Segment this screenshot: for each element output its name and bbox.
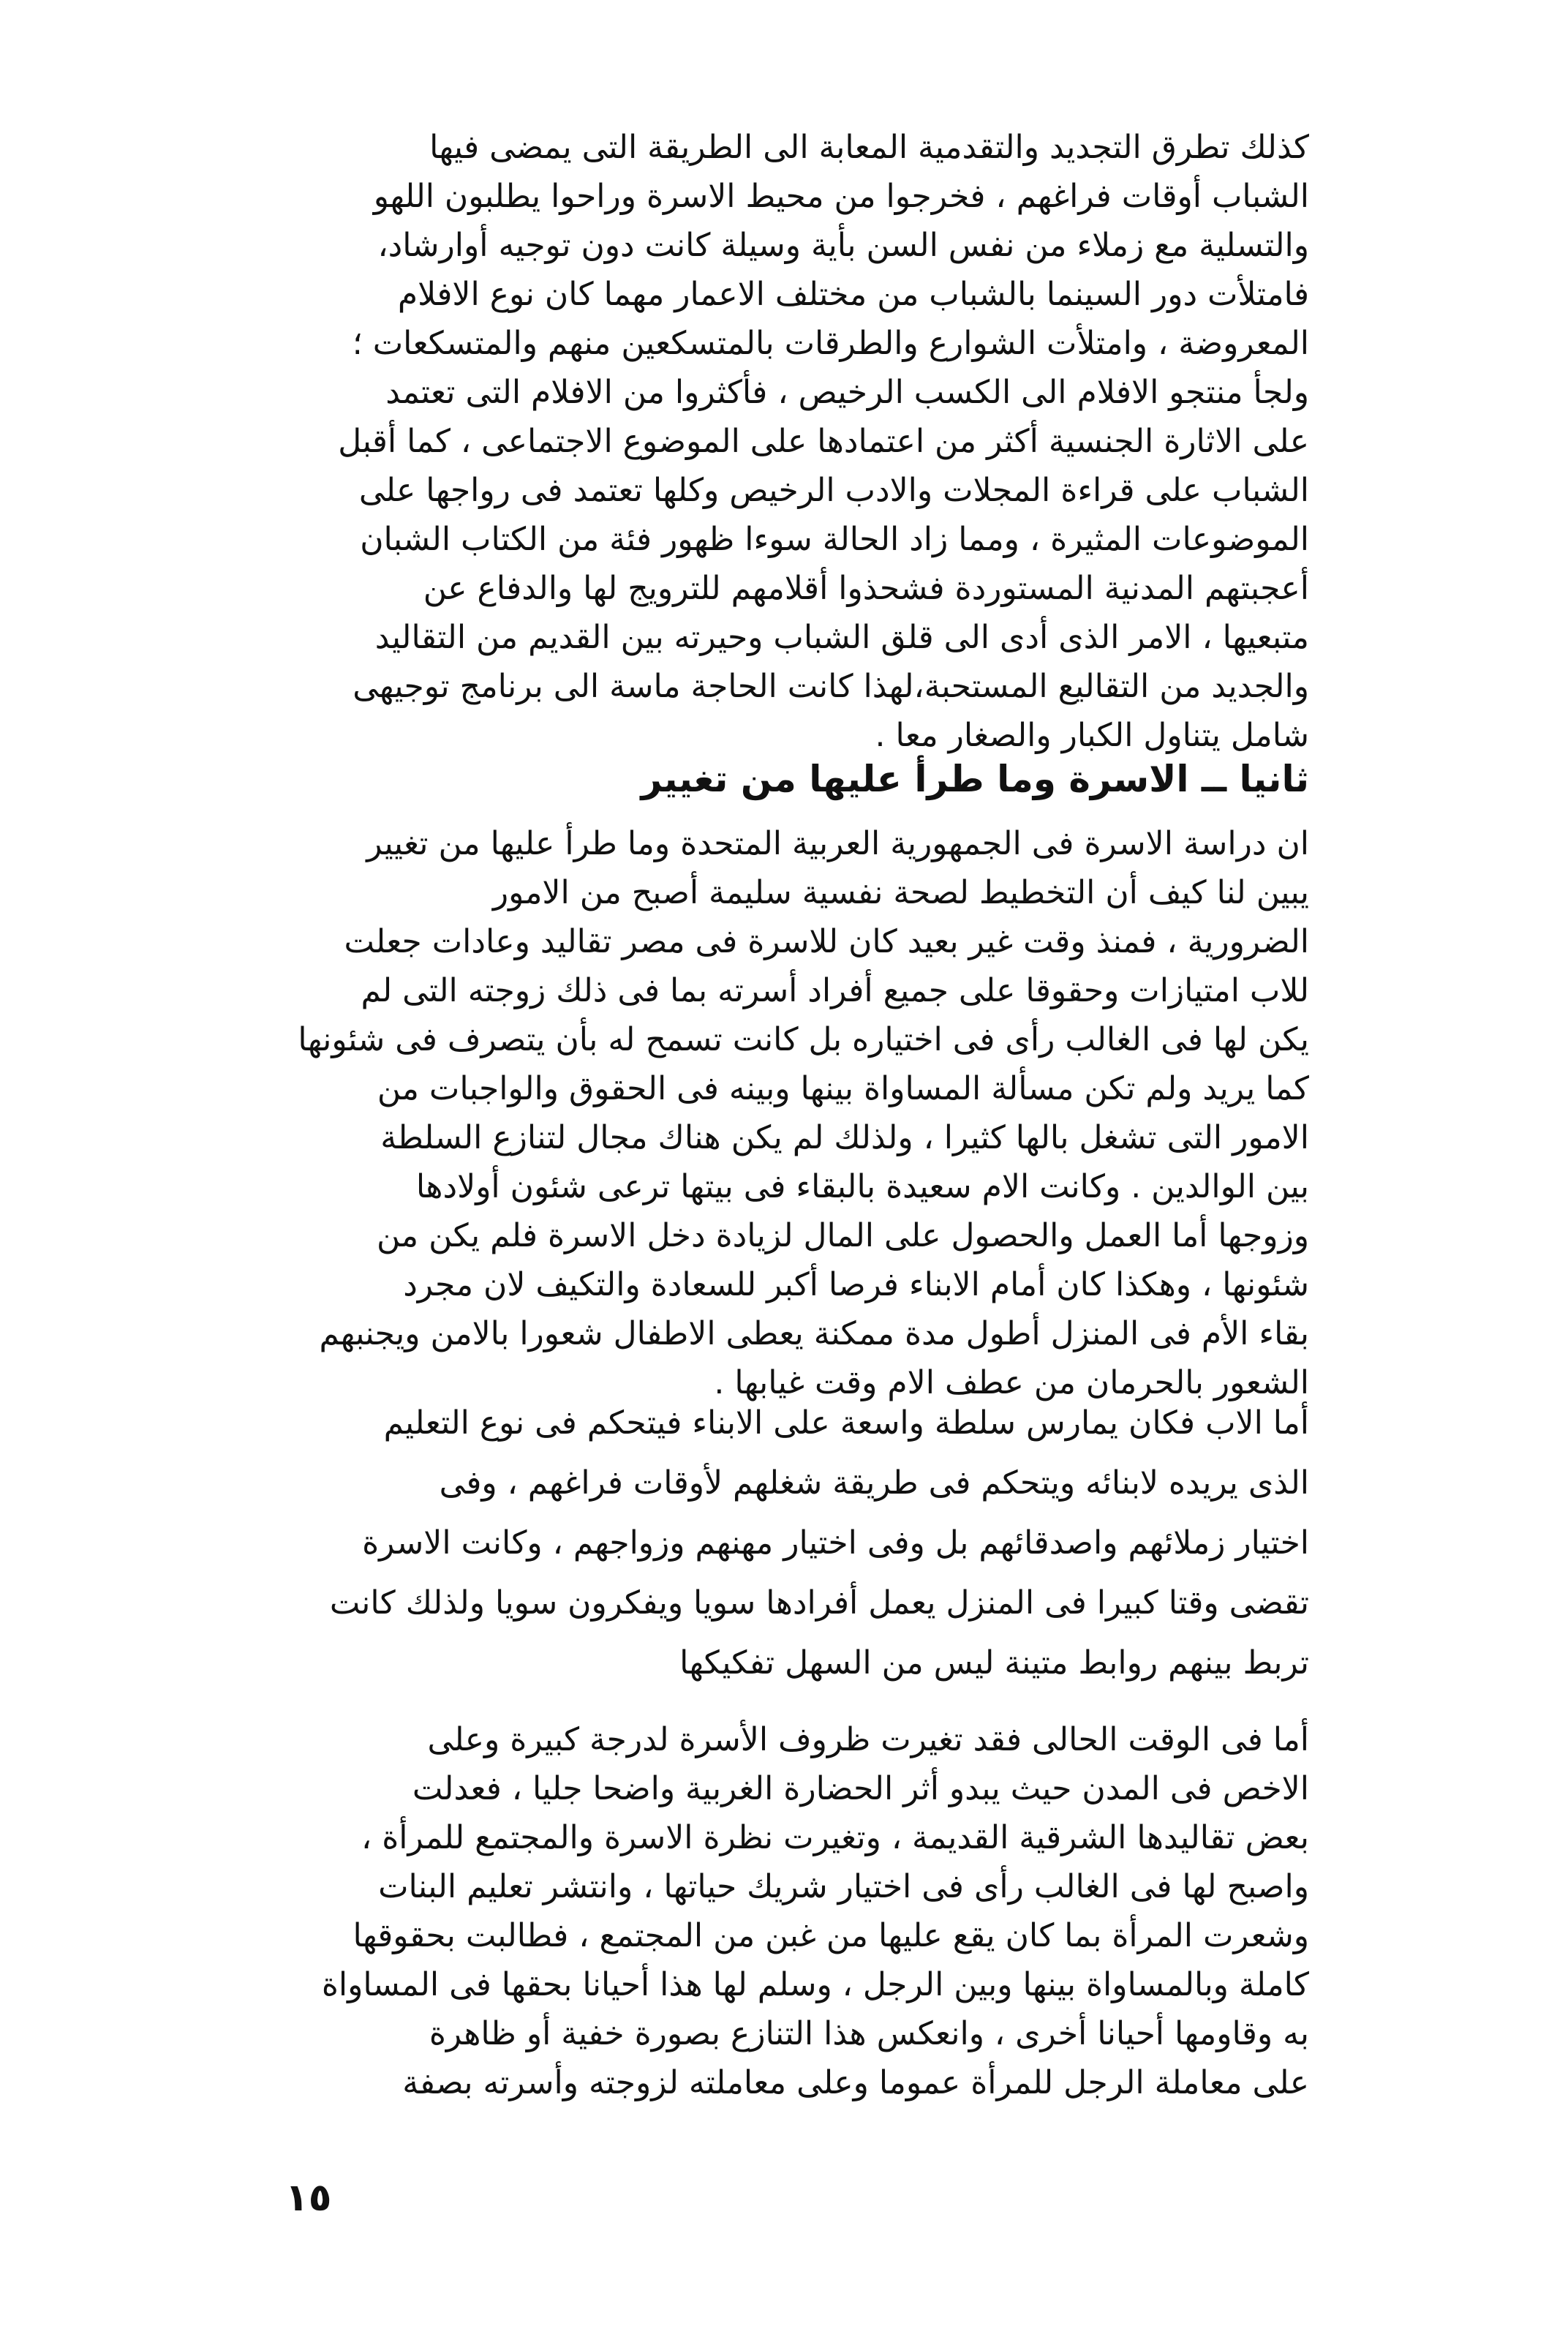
text-line: الامور التى تشغل بالها كثيرا ، ولذلك لم يكن هناك مجال لتنازع السلطة [380,1119,1309,1156]
text-line: الشباب على قراءة المجلات والادب الرخيص وكلها تعتمد فى رواجها على [358,472,1309,509]
text-line: تربط بينهم روابط متينة ليس من السهل تفكيكها [679,1644,1309,1682]
text-line: كاملة وبالمساواة بينها وبين الرجل ، وسلم لها هذا أحيانا بحقها فى المساواة [321,1966,1309,2003]
text-line: على الاثارة الجنسية أكثر من اعتمادها على الموضوع الاجتماعى ، كما أقبل [338,423,1309,460]
text-line: يبين لنا كيف أن التخطيط لصحة نفسية سليمة أصبح من الامور [492,874,1309,911]
text-line: الشعور بالحرمان من عطف الام وقت غيابها . [714,1364,1309,1401]
text-line: ان دراسة الاسرة فى الجمهورية العربية المتحدة وما طرأ عليها من تغيير [366,825,1309,862]
text-line: يكن لها فى الغالب رأى فى اختياره بل كانت تسمح له بأن يتصرف فى شئونها [298,1021,1309,1058]
text-line: وزوجها أما العمل والحصول على المال لزيادة دخل الاسرة فلم يكن من [377,1217,1309,1254]
text-line: بقاء الأم فى المنزل أطول مدة ممكنة يعطى الاطفال شعورا بالامن ويجنبهم [319,1315,1309,1352]
text-line: به وقاومها أحيانا أخرى ، وانعكس هذا التنازع بصورة خفية أو ظاهرة [429,2015,1309,2052]
text-line: الاخص فى المدن حيث يبدو أثر الحضارة الغربية واضحا جليا ، فعدلت [412,1770,1309,1807]
page-number: ١٥ [285,2176,332,2220]
text-line: الضرورية ، فمنذ وقت غير بعيد كان للاسرة فى مصر تقاليد وعادات جعلت [344,923,1309,960]
text-line: فامتلأت دور السينما بالشباب من مختلف الاعمار مهما كان نوع الافلام [397,276,1309,313]
text-line: المعروضة ، وامتلأت الشوارع والطرقات بالمتسكعين منهم والمتسكعات ؛ [352,325,1309,362]
paragraph-current-times [271,1715,1309,2107]
paragraph-father-authority [271,1393,1309,1693]
text-line: والتسلية مع زملاء من نفس السن بأية وسيلة كانت دون توجيه أوارشاد، [377,227,1309,264]
text-line: أما الاب فكان يمارس سلطة واسعة على الابناء فيتحكم فى نوع التعليم [383,1404,1309,1442]
text-line: كذلك تطرق التجديد والتقدمية المعابة الى الطريقة التى يمضى فيها [429,129,1309,166]
text-line: شئونها ، وهكذا كان أمام الابناء فرصا أكبر للسعادة والتكيف لان مجرد [403,1266,1309,1303]
text-line: ولجأ منتجو الافلام الى الكسب الرخيص ، فأكثروا من الافلام التى تعتمد [385,374,1309,411]
text-line: تقضى وقتا كبيرا فى المنزل يعمل أفرادها سويا ويفكرون سويا ولذلك كانت [329,1584,1309,1622]
text-line: متبعيها ، الامر الذى أدى الى قلق الشباب وحيرته بين القديم من التقاليد [374,619,1309,656]
text-line: أعجبتهم المدنية المستوردة فشحذوا أقلامهم للترويج لها والدفاع عن [423,570,1309,607]
text-line: واصبح لها فى الغالب رأى فى اختيار شريك حياتها ، وانتشر تعليم البنات [378,1868,1309,1905]
text-line: شامل يتناول الكبار والصغار معا . [875,717,1309,754]
text-line: أما فى الوقت الحالى فقد تغيرت ظروف الأسرة لدرجة كبيرة وعلى [427,1721,1309,1758]
section-heading: ثانيا ــ الاسرة وما طرأ عليها من تغيير [641,758,1309,800]
text-line: الموضوعات المثيرة ، ومما زاد الحالة سوءا ظهور فئة من الكتاب الشبان [360,521,1309,558]
text-line: للاب امتيازات وحقوقا على جميع أفراد أسرته بما فى ذلك زوجته التى لم [361,972,1309,1009]
text-line: اختيار زملائهم واصدقائهم بل وفى اختيار مهنهم وزواجهم ، وكانت الاسرة [362,1524,1309,1562]
paragraph-leisure [271,123,1309,760]
text-line: الشباب أوقات فراغهم ، فخرجوا من محيط الاسرة وراحوا يطلبون اللهو [373,178,1309,215]
paragraph-family-study [271,819,1309,1407]
text-line: وشعرت المرأة بما كان يقع عليها من غبن من المجتمع ، فطالبت بحقوقها [353,1917,1309,1954]
text-line: على معاملة الرجل للمرأة عموما وعلى معاملته لزوجته وأسرته بصفة [402,2064,1309,2101]
text-line: بين الوالدين . وكانت الام سعيدة بالبقاء فى بيتها ترعى شئون أولادها [415,1168,1309,1205]
text-line: كما يريد ولم تكن مسألة المساواة بينها وبينه فى الحقوق والواجبات من [377,1070,1309,1107]
text-line: والجديد من التقاليع المستحبة،لهذا كانت الحاجة ماسة الى برنامج توجيهى [353,668,1309,705]
text-line: بعض تقاليدها الشرقية القديمة ، وتغيرت نظرة الاسرة والمجتمع للمرأة ، [361,1819,1309,1856]
text-line: الذى يريده لابنائه ويتحكم فى طريقة شغلهم لأوقات فراغهم ، وفى [439,1464,1309,1502]
